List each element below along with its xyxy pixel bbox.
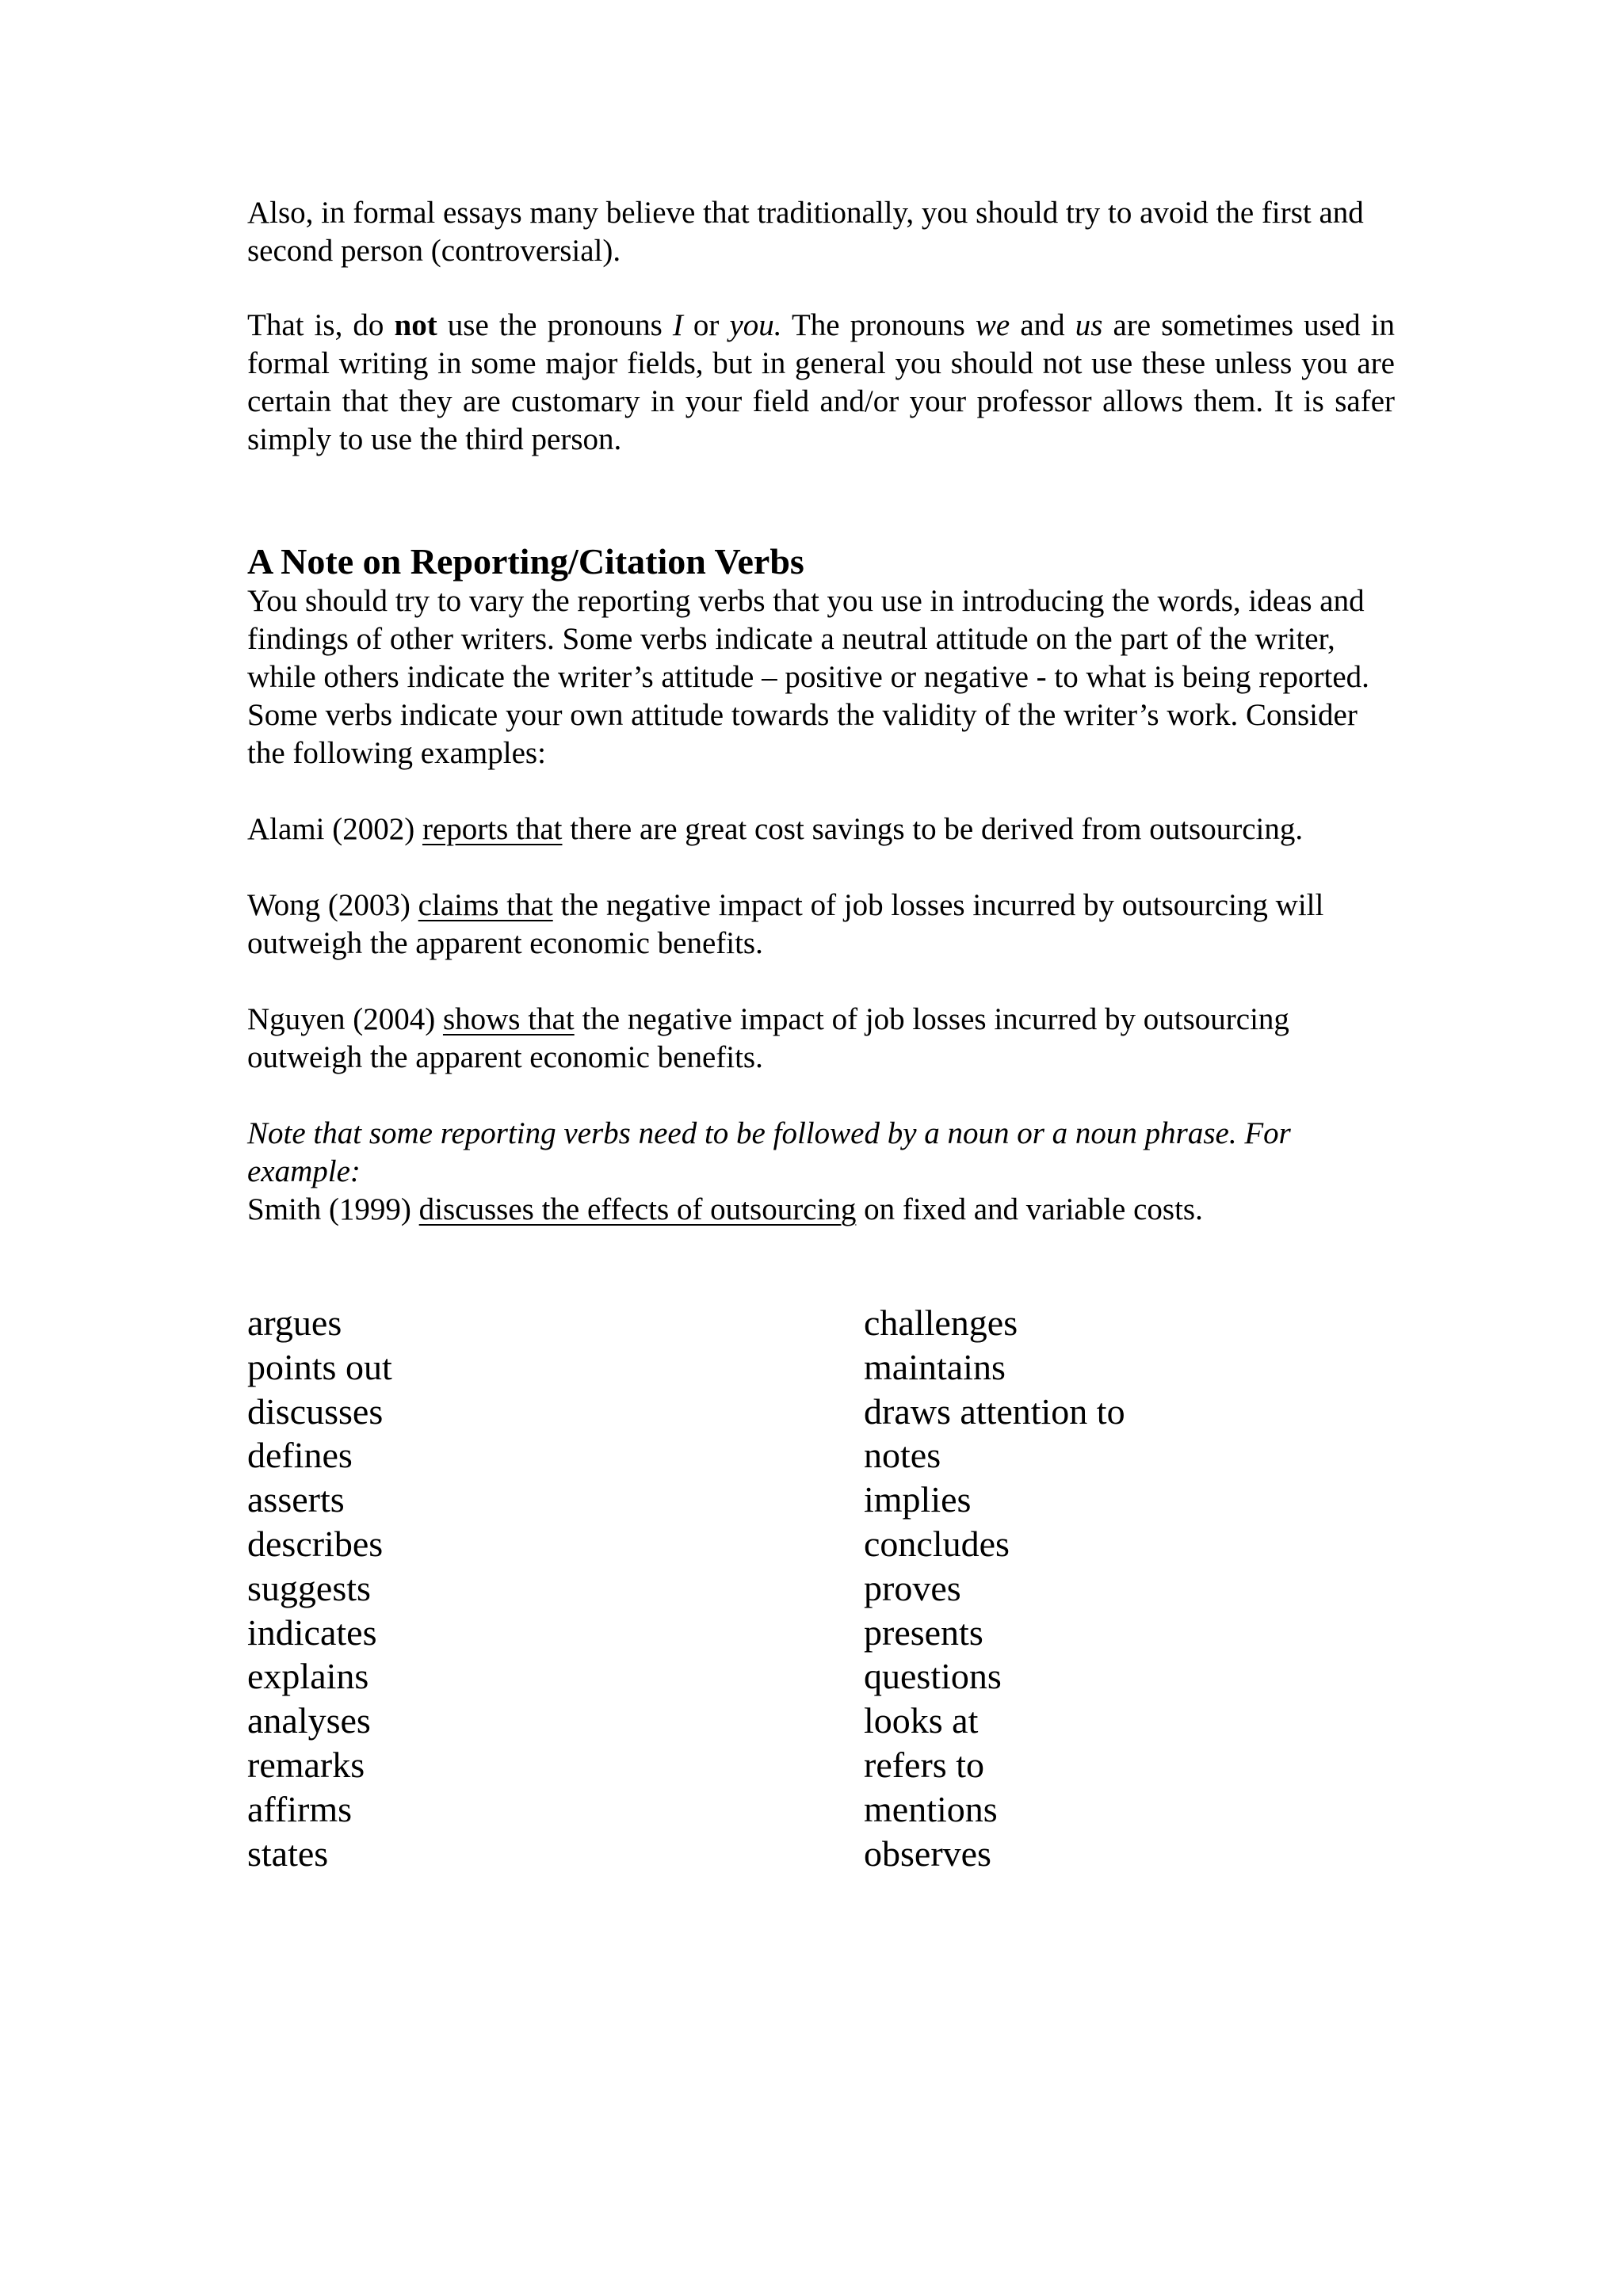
verb-item: observes [864,1833,991,1874]
example-alami [247,810,1395,849]
verb-item: draws attention to [864,1390,1125,1432]
verb-item: asserts [247,1479,345,1520]
verb-item: indicates [247,1611,377,1653]
verb-item: proves [864,1567,961,1608]
example-verb: shows that [442,1002,575,1036]
verb-item: presents [864,1611,983,1653]
example-author: Nguyen (2004) [247,1002,443,1036]
example-verb: reports that [422,812,563,846]
verb-item: refers to [864,1744,984,1785]
verb-item: defines [247,1435,353,1476]
verb-item: challenges [864,1302,1018,1343]
text-run: are sometimes used in formal writing in some major fields, but in general you should not use these unless you are certain that they are customary in your field and/or your professor allows them. It is safer simply to use the third person. [247,308,1396,456]
verb-item: suggests [247,1567,371,1608]
verb-item: maintains [864,1346,1006,1387]
note-author: Smith (1999) [247,1192,419,1226]
example-nguyen [247,1001,1395,1077]
verb-item: notes [864,1435,941,1476]
example-author: Alami (2002) [247,812,422,846]
verbs-right-column [864,1301,1125,1875]
note-rest: on fixed and variable costs. [856,1192,1203,1226]
verb-item: questions [864,1656,1002,1697]
pronoun-i: I [672,308,683,342]
verb-item: looks at [864,1700,979,1741]
verb-item: describes [247,1523,384,1564]
text-run: and [1010,308,1075,342]
verb-item: mentions [864,1788,998,1829]
example-author: Wong (2003) [247,888,418,922]
verb-item: implies [864,1479,972,1520]
verb-item: explains [247,1656,369,1697]
example-verb: claims that [418,888,553,922]
verb-item: discusses [247,1390,384,1432]
text-run: use the pronouns [437,308,673,342]
section-body: You should try to vary the reporting verbs that you use in introducing the words, ideas and findings of other writers. Some verbs indicate a neutral attitude on the part of the writer, while others indicate the writer’s attitude – positive or negative - to what is being reported. Some verbs indicate your own attitude towards the validity of the writer’s work. Consider the following examples: [247,584,1369,770]
text-run: That is, do [247,308,395,342]
example-rest: the negative impact of job losses incurred by outsourcing outweigh the apparent economic benefits. [247,1002,1289,1074]
intro-paragraph-1: Also, in formal essays many believe that traditionally, you should try to avoid the first and second person (controversial). [247,196,1364,268]
note-example [247,1191,1395,1229]
verb-item: argues [247,1302,342,1343]
verb-item: states [247,1833,329,1874]
note-phrase: discusses the effects of outsourcing [418,1192,857,1226]
verb-item: remarks [247,1744,365,1785]
reporting-verbs-list [247,1301,1198,1875]
pronoun-we: we [975,308,1010,342]
verbs-left-column [247,1301,864,1875]
section-heading: A Note on Reporting/Citation Verbs [247,541,804,582]
verb-item: analyses [247,1700,371,1741]
verb-item: concludes [864,1523,1010,1564]
verb-item: points out [247,1346,392,1387]
pronoun-us: us [1075,308,1103,342]
example-wong [247,887,1395,963]
document-page [247,194,1395,1229]
example-rest: the negative impact of job losses incurred by outsourcing will outweigh the apparent economic benefits. [247,888,1324,960]
example-rest: there are great cost savings to be derived from outsourcing. [562,812,1304,846]
verb-item: affirms [247,1788,353,1829]
bold-not: not [394,308,437,342]
pronoun-you: you. [729,308,782,342]
note-italic: Note that some reporting verbs need to be followed by a noun or a noun phrase. For example: [247,1116,1291,1188]
text-run: or [682,308,730,342]
intro-paragraph-2 [247,307,1395,459]
text-run: The pronouns [781,308,976,342]
